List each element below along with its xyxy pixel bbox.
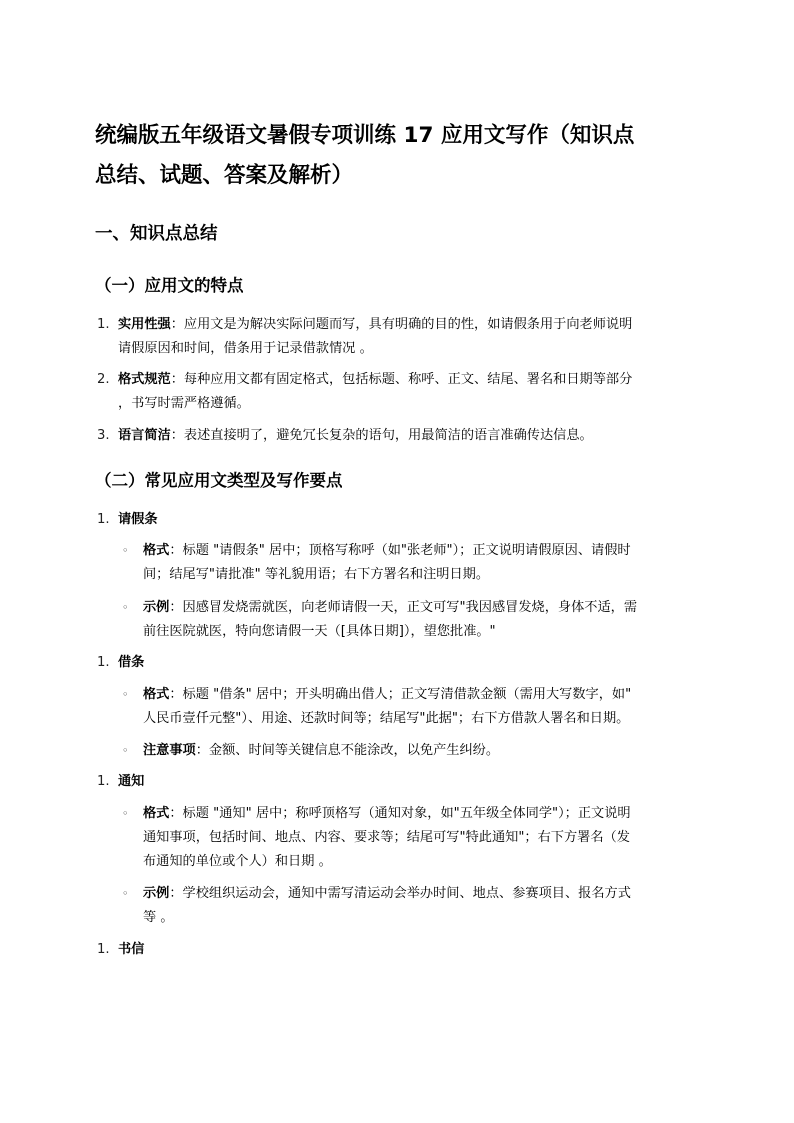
title-line-1: 统编版五年级语文暑假专项训练 17 应用文写作（知识点 <box>95 123 635 148</box>
list-item-body <box>118 424 703 448</box>
group-name: 书信 <box>118 942 145 957</box>
group-name: 请假条 <box>118 512 158 527</box>
item-text: ：每种应用文都有固定格式，包括标题、称呼、正文、结尾、署名和日期等部分 <box>170 372 633 387</box>
point-label: 示例 <box>143 600 170 615</box>
point-text: 布通知的单位或个人）和日期 。 <box>143 854 332 869</box>
list-item-body <box>118 368 703 416</box>
point-text: 等 。 <box>143 910 174 925</box>
list-item-body <box>118 313 703 361</box>
item-text: ：表述直接明了，避免冗长复杂的语句，用最简洁的语言准确传达信息。 <box>170 428 593 443</box>
group-name: 通知 <box>118 774 145 789</box>
item-label: 实用性强 <box>118 317 171 332</box>
point-text: ：标题 "借条" 居中；开头明确出借人；正文写清借款金额（需用大写数字，如" <box>169 687 632 702</box>
point-text: 通知事项，包括时间、地点、内容、要求等；结尾可写"特此通知"；右下方署名（发 <box>143 830 630 845</box>
point-text: 前往医院就医，特向您请假一天（[具体日期]），望您批准。" <box>143 624 496 639</box>
point-label: 格式 <box>143 806 170 821</box>
point-label: 示例 <box>143 886 170 901</box>
point-text: ：标题 "请假条" 居中；顶格写称呼（如"张老师"）；正文说明请假原因、请假时 <box>169 543 631 558</box>
point-text: 人民币壹仟元整"）、用途、还款时间等；结尾写"此据"；右下方借款人署名和日期。 <box>143 711 630 726</box>
point-text: ：学校组织运动会，通知中需写清运动会举办时间、地点、参赛项目、报名方式 <box>169 886 631 901</box>
list-number: 1. <box>97 512 110 527</box>
list-number: 1. <box>97 942 110 957</box>
subsection-heading-features: （一）应用文的特点 <box>95 276 244 295</box>
title-line-2: 总结、试题、答案及解析） <box>95 163 354 188</box>
bullet-icon: ◦ <box>122 887 129 900</box>
point-label: 格式 <box>143 543 170 558</box>
point-text: 间；结尾写"请批准" 等礼貌用语；右下方署名和注明日期。 <box>143 567 490 582</box>
bullet-icon: ◦ <box>122 744 129 757</box>
point-text: ：标题 "通知" 居中；称呼顶格写（通知对象，如"五年级全体同学"）；正文说明 <box>169 806 631 821</box>
point-text: ：金额、时间等关键信息不能涂改，以免产生纠纷。 <box>195 743 500 758</box>
list-number: 1. <box>97 655 110 670</box>
document-title <box>95 116 715 196</box>
bullet-icon: ◦ <box>122 807 129 820</box>
section-heading-knowledge: 一、知识点总结 <box>95 224 218 244</box>
item-text: ：应用文是为解决实际问题而写，具有明确的目的性，如请假条用于向老师说明 <box>170 317 633 332</box>
list-number: 2. <box>97 372 110 387</box>
item-label: 格式规范 <box>118 372 171 387</box>
point-text: ：因感冒发烧需就医，向老师请假一天，正文可写"我因感冒发烧，身体不适，需 <box>169 600 638 615</box>
bullet-icon: ◦ <box>122 688 129 701</box>
bullet-icon: ◦ <box>122 601 129 614</box>
item-label: 语言简洁 <box>118 428 171 443</box>
list-number: 1. <box>97 317 110 332</box>
item-text: 请假原因和时间，借条用于记录借款情况 。 <box>118 341 373 356</box>
list-number: 1. <box>97 774 110 789</box>
point-label: 注意事项 <box>143 743 196 758</box>
point-label: 格式 <box>143 687 170 702</box>
group-name: 借条 <box>118 655 145 670</box>
bullet-icon: ◦ <box>122 544 129 557</box>
subsection-heading-types: （二）常见应用文类型及写作要点 <box>95 471 343 490</box>
item-text: ，书写时需严格遵循。 <box>118 396 250 411</box>
list-number: 3. <box>97 428 110 443</box>
